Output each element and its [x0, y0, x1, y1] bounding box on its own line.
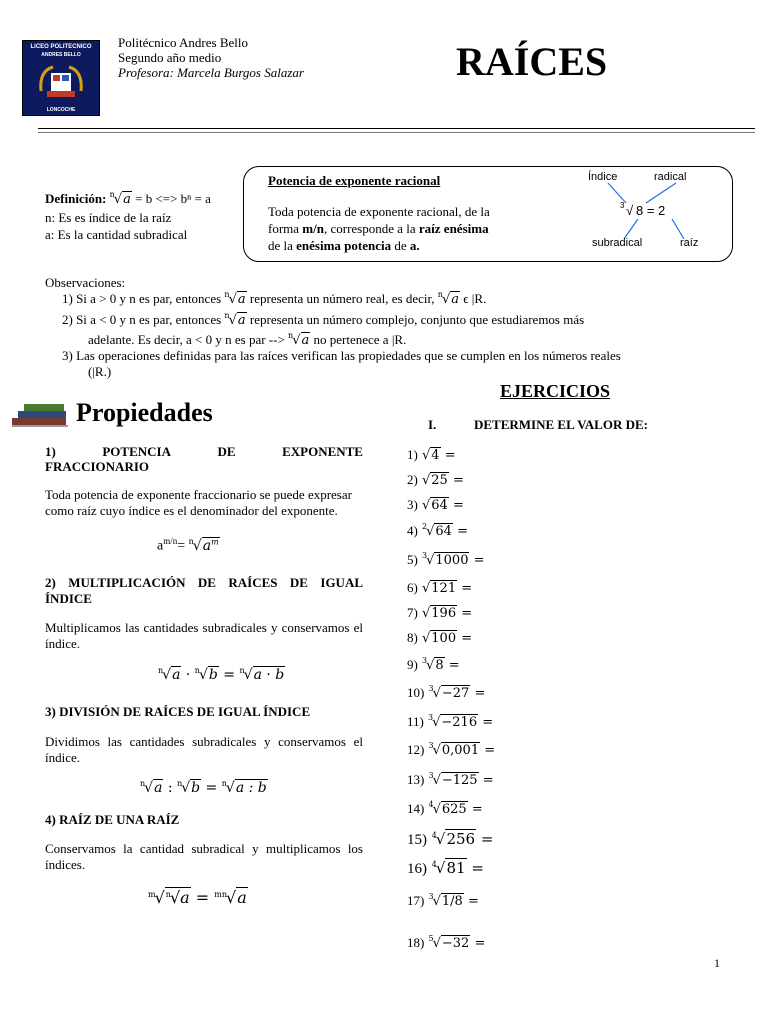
- exercise-root-index: 3: [428, 741, 434, 750]
- exercise-item: [407, 497, 464, 513]
- exercise-item: [407, 893, 479, 909]
- property-4-title: 4) RAÍZ DE UNA RAÍZ: [45, 812, 180, 827]
- exercise-equals: =: [452, 498, 464, 513]
- rational-exponent-box: [243, 166, 733, 262]
- exercise-root-index: 4: [431, 831, 437, 840]
- exercise-equals: =: [474, 936, 486, 951]
- diagram-radical-sign: √: [626, 203, 634, 218]
- box-line-2c: , corresponde a la: [323, 221, 419, 236]
- exercise-radicand: 121: [431, 581, 457, 596]
- radical-sign-icon: √: [421, 631, 431, 646]
- books-icon: [8, 400, 70, 428]
- definition-notes: [45, 209, 187, 243]
- box-text: [268, 203, 548, 254]
- exercise-number: 15): [407, 832, 427, 848]
- exercise-radicand: 64: [435, 524, 452, 539]
- exercise-number: 3): [407, 497, 418, 512]
- definition-note-2: a: Es la cantidad subradical: [45, 227, 188, 242]
- exercise-item: [407, 580, 472, 596]
- box-line-2d: raíz enésima: [418, 221, 489, 236]
- exercise-number: 1): [407, 447, 418, 462]
- exercise-number: 12): [407, 742, 425, 757]
- exercise-equals: =: [461, 631, 473, 646]
- property-2-formula: $^n$√a · $^n$√b = $^n$√a · b: [158, 666, 285, 683]
- exercise-root-index: 3: [428, 771, 434, 780]
- exercise-radicand: 81: [446, 859, 466, 877]
- exercise-number: 13): [407, 772, 425, 787]
- observation-2c: adelante. Es decir, a < 0 y n es par -->: [88, 332, 285, 347]
- exercise-root-index: 3: [421, 551, 428, 560]
- observation-1a: 1) Si a > 0 y n es par, entonces: [62, 291, 222, 306]
- logo-text-mid: ANDRES BELLO: [41, 52, 81, 58]
- exercise-radicand: 1/8: [441, 894, 463, 909]
- definition-label: Definición:: [45, 191, 107, 206]
- exercises-section-title: DETERMINE EL VALOR DE:: [474, 417, 648, 432]
- exercise-radicand: 100: [431, 631, 457, 646]
- exercise-radicand: −27: [441, 686, 470, 701]
- radical-sign-icon: √: [432, 686, 441, 701]
- observation-1: 1) Si a > 0 y n es par, entonces $^n$√a representa un número real, es decir, $^n$√a ϵ |R.: [62, 290, 487, 307]
- exercise-radicand: 8: [435, 658, 444, 673]
- exercise-root-index: 3: [428, 684, 434, 693]
- exercise-item: [407, 523, 468, 539]
- exercise-number: 8): [407, 630, 418, 645]
- exercise-equals: =: [448, 658, 460, 673]
- p1-formula-base: a: [157, 538, 164, 554]
- exercise-number: 5): [407, 552, 418, 567]
- property-4-text: Conservamos la cantidad subradical y multiplicamos los índices.: [45, 841, 363, 872]
- exercise-equals: =: [471, 859, 484, 877]
- p1-formula-exp: m/n: [163, 536, 178, 546]
- exercise-number: 4): [407, 523, 418, 538]
- crest-icon: [37, 61, 85, 101]
- p1-title-a: 1): [45, 444, 56, 459]
- exercise-equals: =: [480, 830, 494, 848]
- exercise-equals: =: [452, 473, 464, 488]
- exercise-equals: =: [482, 715, 494, 730]
- exercise-root-index: 3: [428, 892, 434, 901]
- exercise-number: 7): [407, 605, 418, 620]
- exercise-item: [407, 605, 472, 621]
- observation-3b: (|R.): [88, 364, 112, 379]
- property-3-title: 3) DIVISIÓN DE RAÍCES DE IGUAL ÍNDICE: [45, 704, 311, 719]
- property-3-formula: $^n$√a : $^n$√b = $^n$√a : b: [140, 779, 267, 796]
- exercise-radicand: 4: [431, 448, 440, 463]
- page-number: 1: [714, 956, 720, 970]
- radical-sign-icon: √: [426, 524, 435, 539]
- exercise-equals: =: [444, 448, 456, 463]
- header-divider: [38, 128, 755, 129]
- radical-sign-icon: √: [426, 553, 435, 568]
- header-divider-2: [38, 132, 755, 133]
- exercise-radicand: 256: [446, 830, 476, 848]
- teacher-name: Profesora: Marcela Burgos Salazar: [118, 65, 304, 80]
- exercise-item: [407, 714, 493, 730]
- observation-1b: representa un número real, es decir,: [249, 291, 435, 306]
- observations-title: Observaciones:: [45, 275, 126, 290]
- exercise-radicand: 0,001: [441, 743, 480, 758]
- logo-text-bottom: LONCOCHE: [46, 107, 76, 113]
- exercise-radicand: −32: [441, 936, 470, 951]
- observation-2: 2) Si a < 0 y n es par, entonces $^n$√a representa un número complejo, conjunto que estudiaremos más adelante. Es decir, a < 0 y n es par --> $^n$√a no pertenece a |R.: [62, 311, 585, 348]
- radical-sign-icon: √: [435, 830, 446, 848]
- radical-sign-icon: √: [421, 581, 431, 596]
- exercise-equals: =: [484, 743, 496, 758]
- diagram-raiz: raíz: [680, 237, 699, 249]
- radical-sign-icon: √: [432, 715, 441, 730]
- observation-3: [62, 348, 732, 380]
- radical-sign-icon: √: [421, 473, 431, 488]
- exercise-item: [407, 447, 456, 463]
- box-line-2b: m/n: [302, 221, 324, 236]
- radical-sign-icon: √: [421, 606, 431, 621]
- box-line-3d: a.: [409, 238, 420, 253]
- observation-1c: ϵ |R.: [463, 291, 487, 306]
- exercise-item: [407, 772, 494, 788]
- definition-note-1: n: Es es índice de la raíz: [45, 210, 172, 225]
- exercise-number: 9): [407, 657, 418, 672]
- property-2-title: 2) MULTIPLICACIÓN DE RAÍCES DE IGUAL ÍNDICE: [45, 575, 363, 606]
- p1-title-d: EXPONENTE: [282, 444, 363, 459]
- radical-sign-icon: √: [435, 859, 446, 877]
- p1-title-b: POTENCIA: [102, 444, 171, 459]
- diagram-radical: radical: [654, 171, 687, 183]
- observation-2a: 2) Si a < 0 y n es par, entonces: [62, 312, 222, 327]
- box-line-2a: forma: [268, 221, 303, 236]
- exercise-number: 16): [407, 861, 427, 877]
- exercise-number: 14): [407, 801, 425, 816]
- radical-sign-icon: √: [432, 894, 441, 909]
- box-line-1: Toda potencia de exponente racional, de la: [268, 204, 490, 219]
- exercise-number: 17): [407, 893, 425, 908]
- radical-sign-icon: √: [432, 802, 441, 817]
- definition-formula: = b <=> bⁿ = a: [135, 191, 211, 206]
- exercise-item: [407, 552, 485, 568]
- exercise-root-index: 4: [428, 800, 434, 809]
- diagram-index-digit: 3: [620, 201, 625, 210]
- box-line-3b: enésima potencia: [296, 238, 392, 253]
- school-logo: [22, 40, 100, 116]
- diagram-indice: Índice: [588, 171, 618, 183]
- exercise-item: [407, 630, 472, 646]
- exercise-item: [407, 685, 485, 701]
- property-1-text: Toda potencia de exponente fraccionario se puede expresar como raíz cuyo índice es el denominador del exponente.: [45, 487, 352, 518]
- observation-3a: 3) Las operaciones definidas para las raíces verifican las propiedades que se cumplen en los números reales: [62, 348, 621, 363]
- exercise-radicand: 25: [431, 473, 448, 488]
- exercise-number: 18): [407, 935, 425, 950]
- definition-line: Definición: $^n$√a = b <=> bⁿ = a: [45, 190, 211, 207]
- exercise-item: [407, 472, 464, 488]
- property-3-text: Dividimos las cantidades subradicales y conservamos el índice.: [45, 734, 363, 765]
- exercise-root-index: 2: [421, 522, 428, 531]
- exercise-item: [407, 801, 483, 817]
- header-info: [118, 35, 304, 80]
- exercise-root-index: 3: [421, 656, 428, 665]
- property-1-formula: $a^{m/n}= ^n√a^m$: [157, 536, 219, 554]
- exercise-radicand: 1000: [435, 553, 469, 568]
- observation-2d: no pertenece a |R.: [313, 332, 407, 347]
- diagram-expr: 8 = 2: [636, 203, 666, 218]
- radical-sign-icon: √: [432, 773, 441, 788]
- property-4-formula: $^m$√$^n$√a = $^{mn}$√a: [148, 888, 247, 907]
- exercise-radicand: 625: [441, 802, 467, 817]
- exercise-number: 6): [407, 580, 418, 595]
- logo-text-top: LICEO POLITECNICO: [30, 44, 92, 50]
- exercise-number: 2): [407, 472, 418, 487]
- exercise-radicand: −125: [441, 773, 478, 788]
- school-name: Politécnico Andres Bello: [118, 35, 248, 50]
- exercise-equals: =: [467, 894, 479, 909]
- course-name: Segundo año medio: [118, 50, 222, 65]
- exercises-section-number: I.: [428, 417, 437, 432]
- exercise-item: [407, 859, 484, 878]
- exercise-item: [407, 657, 460, 673]
- p1-title-c: DE: [217, 444, 236, 459]
- exercise-equals: =: [457, 524, 468, 539]
- exercise-item: [407, 742, 495, 758]
- exercise-radicand: 196: [431, 606, 457, 621]
- properties-title: Propiedades: [76, 398, 213, 427]
- exercise-number: 10): [407, 685, 425, 700]
- exercise-equals: =: [471, 802, 483, 817]
- exercise-equals: =: [461, 606, 473, 621]
- exercise-root-index: 4: [431, 860, 437, 869]
- diagram-subradical: subradical: [592, 237, 643, 249]
- p1-title-e: FRACCIONARIO: [45, 459, 149, 474]
- exercises-title: EJERCICIOS: [500, 381, 611, 401]
- radical-sign-icon: √: [432, 936, 441, 951]
- radical-sign-icon: √: [421, 448, 431, 463]
- root-diagram: [584, 169, 724, 257]
- property-1-title-row: [45, 444, 363, 460]
- box-line-3c: de: [391, 238, 410, 253]
- observation-2b: representa un número complejo, conjunto que estudiaremos más: [249, 312, 585, 327]
- exercise-equals: =: [474, 686, 486, 701]
- exercise-item: [407, 830, 493, 849]
- exercise-root-index: 5: [428, 934, 434, 943]
- exercise-radicand: 64: [431, 498, 448, 513]
- radical-sign-icon: √: [426, 658, 435, 673]
- exercise-equals: =: [482, 773, 494, 788]
- box-title: Potencia de exponente racional: [268, 173, 441, 188]
- radical-sign-icon: √: [421, 498, 431, 513]
- exercise-root-index: 3: [428, 713, 434, 722]
- box-line-3a: de la: [268, 238, 297, 253]
- exercise-item: [407, 935, 485, 951]
- exercise-radicand: −216: [441, 715, 478, 730]
- exercise-number: 11): [407, 714, 424, 729]
- exercise-equals: =: [461, 581, 473, 596]
- page-title: RAÍCES: [456, 39, 608, 84]
- exercise-equals: =: [473, 553, 485, 568]
- property-2-text: Multiplicamos las cantidades subradicales y conservamos el índice.: [45, 620, 363, 651]
- radical-sign-icon: √: [432, 743, 441, 758]
